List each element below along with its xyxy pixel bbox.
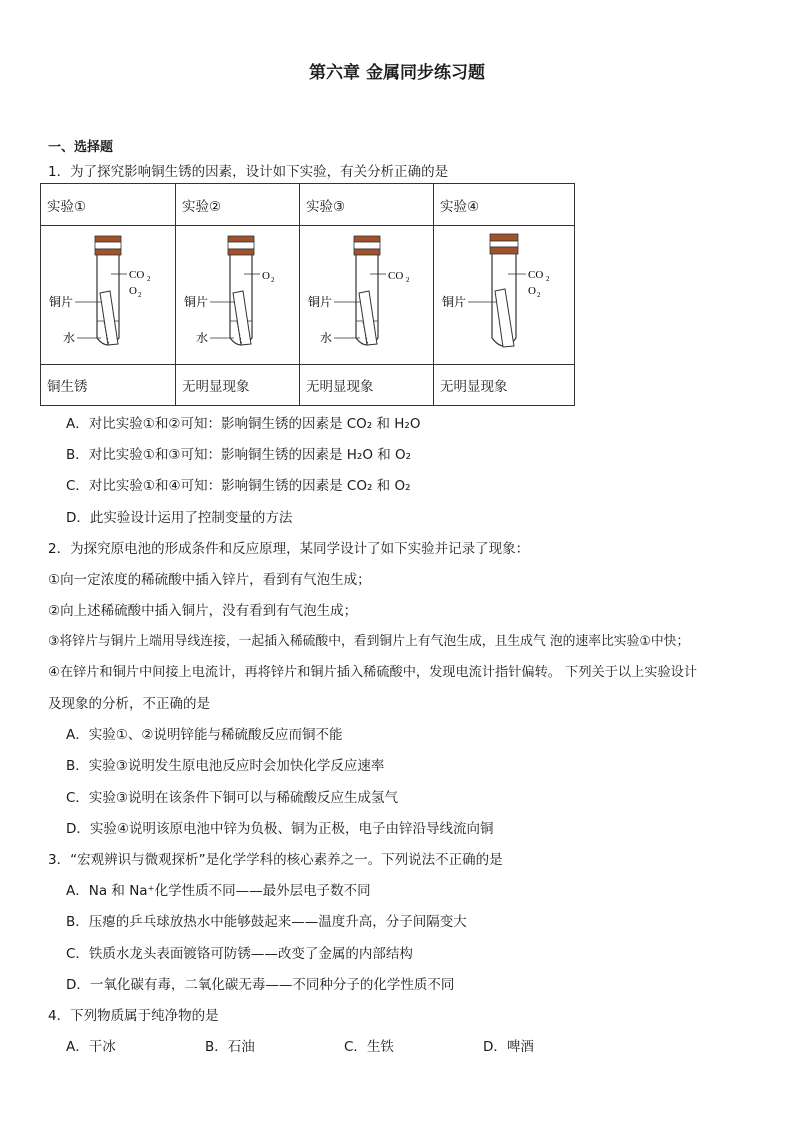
exp-header-3: 实验③ [300, 184, 434, 226]
water-label-2: 水 [196, 331, 209, 345]
page-title: 第六章 金属同步练习题 [309, 63, 485, 83]
copper-label-2: 铜片 [184, 295, 209, 309]
q2-option-a[interactable]: A．实验①、②说明锌能与稀硫酸反应而铜不能 [66, 727, 343, 743]
svg-text:2: 2 [537, 291, 541, 299]
q4-option-a[interactable]: A．干冰 [66, 1039, 116, 1055]
q3-option-a[interactable]: A．Na 和 Na⁺化学性质不同——最外层电子数不同 [66, 883, 371, 899]
svg-text:O: O [528, 285, 536, 297]
q3-option-b[interactable]: B．压瘪的乒乓球放热水中能够鼓起来——温度升高，分子间隔变大 [66, 914, 467, 930]
copper-label-1: 铜片 [49, 295, 74, 309]
svg-text:2: 2 [271, 276, 275, 284]
q3-stem: 3．“宏观辨识与微观探析”是化学学科的核心素养之一。下列说法不正确的是 [48, 852, 503, 868]
exp-figure-1 [41, 226, 176, 365]
q1-option-b[interactable]: B．对比实验①和③可知：影响铜生锈的因素是 H₂O 和 O₂ [66, 447, 412, 463]
svg-text:2: 2 [546, 275, 550, 283]
exp-result-2: 无明显现象 [176, 365, 300, 406]
q2-step-2: ②向上述稀硫酸中插入铜片，没有看到有气泡生成； [48, 603, 358, 619]
q3-option-c[interactable]: C．铁质水龙头表面镀铬可防锈——改变了金属的内部结构 [66, 946, 413, 962]
section-heading: 一、选择题 [48, 140, 114, 155]
exp-result-1: 铜生锈 [41, 365, 176, 406]
experiment-table [40, 183, 575, 406]
svg-text:CO: CO [388, 270, 404, 282]
q2-option-b[interactable]: B．实验③说明发生原电池反应时会加快化学反应速率 [66, 758, 385, 774]
q2-option-c[interactable]: C．实验③说明在该条件下铜可以与稀硫酸反应生成氢气 [66, 790, 399, 806]
q2-step-4: ④在锌片和铜片中间接上电流计，再将锌片和铜片插入稀硫酸中，发现电流计指针偏转。 下列关于以上实验设计 [48, 665, 698, 680]
water-label-1: 水 [63, 331, 76, 345]
svg-text:2: 2 [138, 291, 142, 299]
copper-label-4: 铜片 [442, 295, 467, 309]
svg-text:O: O [262, 270, 270, 282]
exp-figure-2 [176, 226, 300, 365]
q2-step-3: ③将锌片与铜片上端用导线连接，一起插入稀硫酸中，看到铜片上有气泡生成，且生成气 泡的速率比实验①中快； [48, 634, 690, 649]
copper-label-3: 铜片 [308, 295, 333, 309]
exp-result-3: 无明显现象 [300, 365, 434, 406]
q2-step-1: ①向一定浓度的稀硫酸中插入锌片，看到有气泡生成； [48, 572, 371, 588]
svg-text:O: O [129, 285, 137, 297]
q2-stem: 2．为探究原电池的形成条件和反应原理，某同学设计了如下实验并记录了现象： [48, 541, 530, 557]
exp-figure-3 [300, 226, 434, 365]
q2-option-d[interactable]: D．实验④说明该原电池中锌为负极、铜为正极，电子由锌沿导线流向铜 [66, 821, 494, 837]
q4-stem: 4．下列物质属于纯净物的是 [48, 1008, 219, 1024]
q1-option-c[interactable]: C．对比实验①和④可知：影响铜生锈的因素是 CO₂ 和 O₂ [66, 478, 411, 494]
q4-option-b[interactable]: B．石油 [205, 1039, 255, 1055]
q4-option-c[interactable]: C．生铁 [344, 1039, 394, 1055]
q1-option-a[interactable]: A．对比实验①和②可知：影响铜生锈的因素是 CO₂ 和 H₂O [66, 416, 421, 432]
q3-option-d[interactable]: D．一氧化碳有毒，二氧化碳无毒——不同种分子的化学性质不同 [66, 977, 455, 993]
svg-text:2: 2 [147, 275, 151, 283]
svg-text:CO: CO [528, 269, 544, 281]
exp-header-1: 实验① [41, 184, 176, 226]
water-label-3: 水 [320, 331, 333, 345]
q4-options [66, 1035, 622, 1055]
q1-stem: 1．为了探究影响铜生锈的因素，设计如下实验，有关分析正确的是 [48, 164, 449, 180]
exp-header-2: 实验② [176, 184, 300, 226]
exp-result-4: 无明显现象 [434, 365, 575, 406]
q2-stem-cont: 及现象的分析，不正确的是 [48, 696, 210, 712]
exp-figure-4 [434, 226, 575, 365]
q1-option-d[interactable]: D．此实验设计运用了控制变量的方法 [66, 510, 293, 526]
svg-text:CO: CO [129, 269, 145, 281]
exp-header-4: 实验④ [434, 184, 575, 226]
svg-text:2: 2 [406, 276, 410, 284]
q4-option-d[interactable]: D．啤酒 [483, 1039, 534, 1055]
